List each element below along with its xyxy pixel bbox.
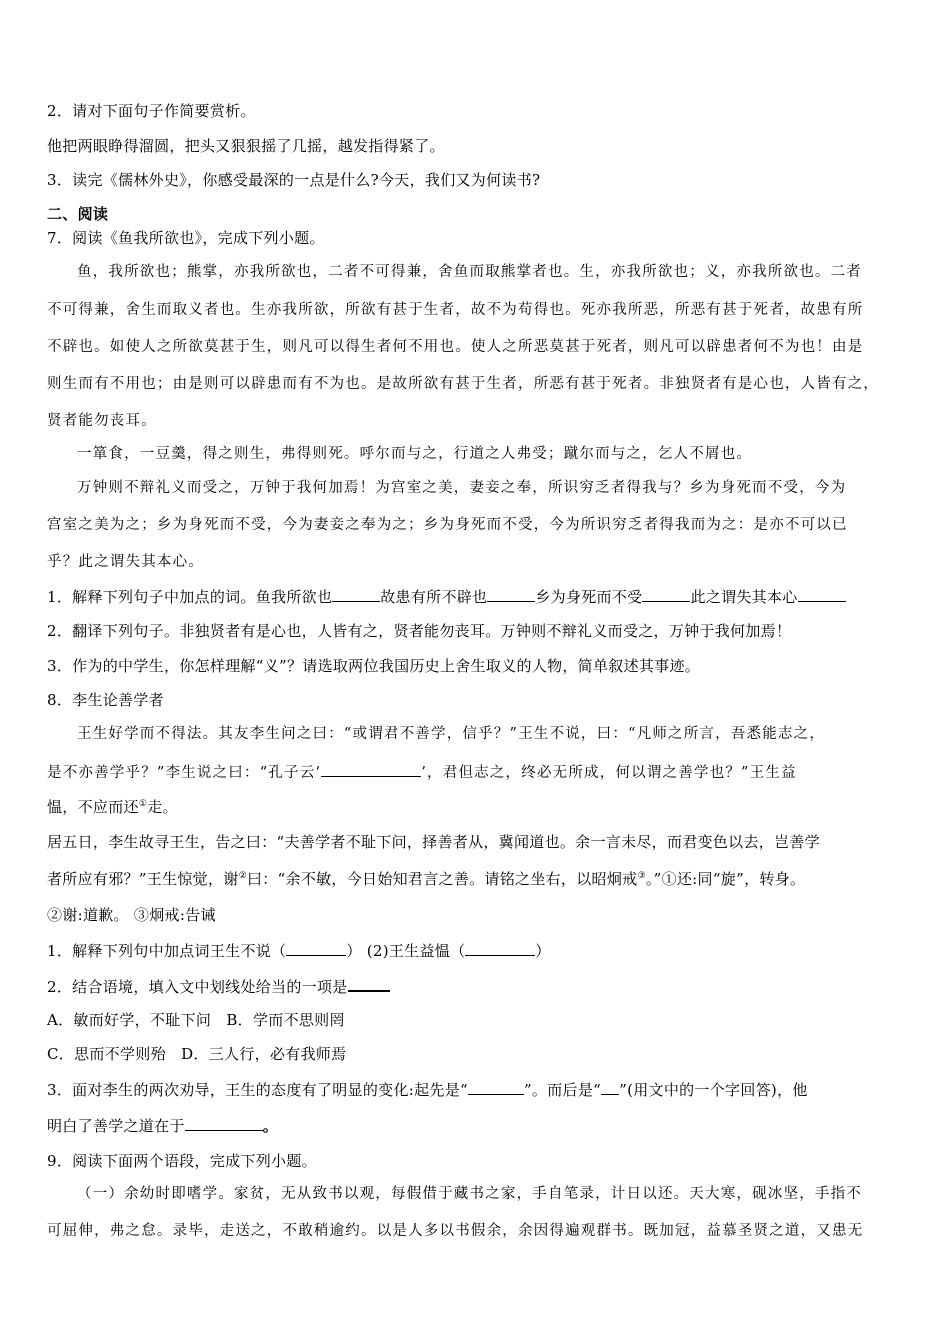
answer-blank[interactable]	[321, 761, 421, 777]
answer-blank[interactable]	[465, 940, 535, 956]
q7-passage-line: 贤者能勿丧耳。	[47, 413, 157, 429]
q8-subquestion-3: 3．面对李生的两次劝导，王生的态度有了明显的变化:起先是“ ”。而后是“ ”(用文中的一个字回答)，他	[47, 1081, 808, 1099]
q7-passage-line: 不可得兼，舍生而取义者也。生亦我所欲，所欲有甚于生者，故不为苟得也。死亦我所恶，所恶有甚于死者，故患有所	[47, 302, 864, 318]
q7-intro: 7．阅读《鱼我所欲也》，完成下列小题。	[47, 229, 325, 247]
q7-passage-line: 宫室之美为之；乡为身死而不受，今为妻妾之奉为之；乡为身死而不受，今为所识穷乏者得我而为之：是亦不可以已	[47, 517, 848, 533]
option-b[interactable]: B．学而不思则罔	[226, 1011, 345, 1029]
q7-subquestion-2: 2．翻译下列句子。非独贤者有是心也，人皆有之，贤者能勿丧耳。万钟则不辩礼义而受之，万钟于我何加焉！	[47, 622, 792, 640]
q7-passage-line: 鱼，我所欲也；熊掌，亦我所欲也，二者不可得兼，舍鱼而取熊掌者也。生，亦我所欲也；义，亦我所欲也。二者	[77, 264, 862, 280]
q7-passage-p2: 一箪食，一豆羹，得之则生，弗得则死。呼尔而与之，行道之人弗受；蹴尔而与之，乞人不屑也。	[77, 446, 753, 462]
answer-blank[interactable]	[348, 975, 390, 992]
question-3: 3．读完《儒林外史》，你感受最深的一点是什么?今天，我们又为何读书?	[47, 171, 541, 189]
question-2: 2．请对下面句子作简要赏析。	[47, 102, 256, 120]
answer-blank[interactable]	[332, 586, 380, 602]
section-heading-reading: 二、阅读	[47, 205, 109, 223]
answer-blank[interactable]	[798, 586, 846, 602]
q8-passage-line: 愠，不应而还①走。	[47, 798, 178, 816]
q8-subquestion-3-cont: 明白了善学之道在于 。	[47, 1117, 279, 1135]
q8-passage-line: 居五日，李生故寻王生，告之曰：“夫善学者不耻下问，择善者从，冀闻道也。余一言未尽，而君变色以去，岂善学	[47, 833, 820, 851]
q8-passage-line: 王生好学而不得法。其友李生问之曰：“或谓君不善学，信乎？”王生不说，曰：“凡师之所言，吾悉能志之，	[77, 726, 826, 742]
q7-passage-line: 万钟则不辩礼义而受之，万钟于我何加焉！为宫室之美，妻妾之奉，所识穷乏者得我与？乡为身死而不受，今为	[77, 480, 847, 496]
q7-subquestion-1: 1．解释下列句子中加点的词。鱼我所欲也 故患有所不辟也 乡为身死而不受 此之谓失其本心	[47, 586, 907, 607]
q9-passage-line: 可屈伸，弗之怠。录毕，走送之，不敢稍逾约。以是人多以书假余，余因得遍观群书。既加冠，益慕圣贤之道，又患无	[47, 1223, 864, 1239]
q7-subquestion-3: 3．作为的中学生，你怎样理解“义”？请选取两位我国历史上舍生取义的人物，简单叙述其事迹。	[47, 657, 701, 675]
q8-passage-line: 者所应有邪？”王生惊觉，谢②曰：“余不敏，今日始知君言之善。请铭之坐右，以昭炯戒③。”①还:同“旋”，转身。	[47, 870, 806, 888]
question-2-sentence: 他把两眼睁得溜圆，把头又狠狠摇了几摇，越发指得紧了。	[47, 137, 445, 155]
answer-blank[interactable]	[286, 940, 346, 956]
q7-passage-line: 不辟也。如使人之所欲莫甚于生，则凡可以得生者何不用也。使人之所恶莫甚于死者，则凡可以辟患者何不为也！由是	[47, 339, 864, 355]
q8-subquestion-1: 1．解释下列句中加点词王生不说（ ） (2)王生益愠（ ）	[47, 942, 551, 960]
answer-blank[interactable]	[487, 586, 535, 602]
q8-subquestion-2: 2．结合语境，填入文中划线处给当的一项是	[47, 975, 907, 997]
q9-passage-line: （一）余幼时即嗜学。家贫，无从致书以观，每假借于藏书之家，手自笔录，计日以还。天大寒，砚冰坚，手指不	[77, 1186, 862, 1202]
answer-blank[interactable]	[185, 1115, 263, 1131]
option-a[interactable]: A．敏而好学，不耻下问	[47, 1011, 212, 1029]
option-d[interactable]: D．三人行，必有我师焉	[181, 1045, 347, 1063]
q7-passage-line: 则生而有不用也；由是则可以辟患而有不为也。是故所欲有甚于生者，所恶有甚于死者。非独贤者有是心也，人皆有之，	[47, 376, 880, 392]
q8-passage-line: 是不亦善学乎？”李生说之曰：“孔子云‘ ’，君但志之，终必无所成，何以谓之善学也？”王生益	[47, 761, 907, 783]
q8-title: 8．李生论善学者	[47, 691, 164, 709]
q9-intro: 9．阅读下面两个语段，完成下列小题。	[47, 1152, 317, 1170]
q8-options-ab	[47, 1010, 907, 1030]
answer-blank[interactable]	[601, 1079, 619, 1095]
option-c[interactable]: C．思而不学则殆	[47, 1045, 166, 1063]
answer-blank[interactable]	[468, 1079, 524, 1095]
q8-options-cd	[47, 1044, 907, 1064]
answer-blank[interactable]	[642, 586, 690, 602]
q8-notes: ②谢:道歉。 ③炯戒:告诫	[47, 906, 216, 924]
q7-passage-line: 乎？此之谓失其本心。	[47, 554, 204, 570]
